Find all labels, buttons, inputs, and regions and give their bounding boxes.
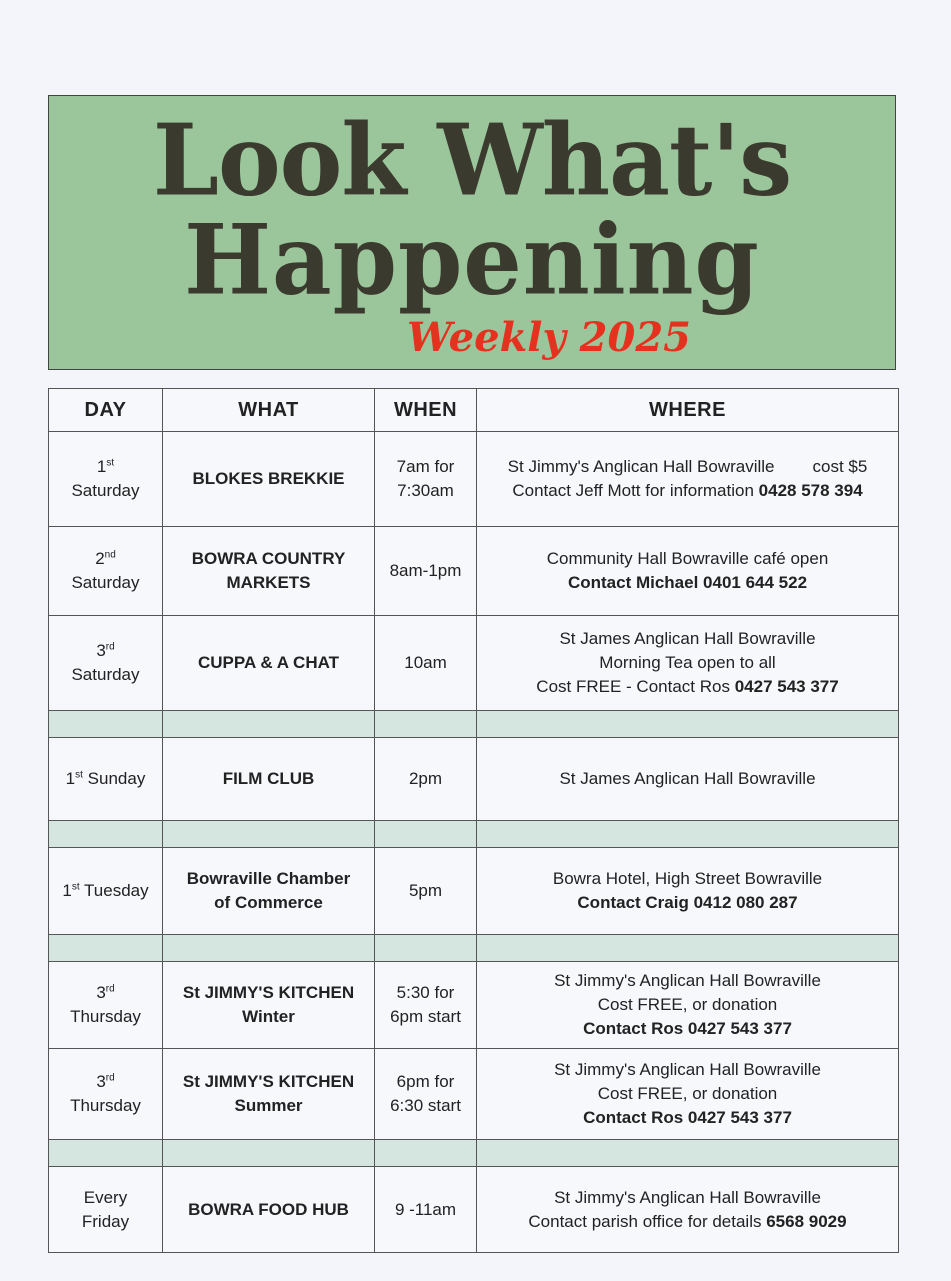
day-suffix: rd [105,641,115,653]
where-cell [477,432,899,527]
table-row [49,1167,899,1253]
where-line: Cost FREE, or donation [597,995,778,1014]
phone-number: 0428 578 394 [758,481,863,500]
day-cell [49,616,163,711]
spacer-row [49,935,899,962]
day-name: Sunday [87,769,146,788]
spacer-cell [375,1140,477,1167]
day-suffix: st [71,881,80,893]
day-name: Thursday [70,1007,141,1026]
what-line: St JIMMY'S KITCHEN [182,983,355,1002]
header-day: DAY [49,389,163,432]
day-name: Thursday [70,1096,141,1115]
day-cell [49,848,163,935]
what-cell: BOWRA FOOD HUB [163,1167,375,1253]
day-ordinal: 1 [96,457,107,476]
spacer-row [49,711,899,738]
where-line: Contact Jeff Mott for information [512,481,754,500]
day-ordinal: 1 [62,881,72,900]
table-row [49,962,899,1049]
header-when: WHEN [375,389,477,432]
day-cell [49,527,163,616]
what-cell: CUPPA & A CHAT [163,616,375,711]
when-line: 7:30am [397,481,454,500]
spacer-cell [49,711,163,738]
header-row [49,389,899,432]
where-cell [477,527,899,616]
when-cell: 9 -11am [375,1167,477,1253]
contact-line: Contact Michael 0401 644 522 [567,573,808,592]
banner-subtitle: Weekly 2025 [407,314,691,361]
when-cell: 10am [375,616,477,711]
spacer-row [49,1140,899,1167]
contact-line: Contact Ros 0427 543 377 [583,1108,792,1127]
what-cell [163,848,375,935]
spacer-cell [163,935,375,962]
banner-title-line-1: Look What's [152,103,792,219]
header-what: WHAT [163,389,375,432]
what-line: MARKETS [226,573,311,592]
what-cell [163,1049,375,1140]
phone-number: 6568 9029 [766,1211,847,1231]
where-cell [477,1167,899,1253]
table-row [49,1049,899,1140]
when-line: 6:30 start [390,1096,461,1115]
what-cell [163,527,375,616]
when-cell [375,962,477,1049]
day-ordinal: 1 [65,769,76,788]
table-row [49,527,899,616]
spacer-cell [49,935,163,962]
day-name: Saturday [71,573,140,592]
where-line: St Jimmy's Anglican Hall Bowraville [554,971,821,990]
spacer-cell [375,711,477,738]
day-cell [49,1167,163,1253]
what-line: BOWRA COUNTRY [191,549,346,568]
spacer-cell [49,821,163,848]
where-line: St Jimmy's Anglican Hall Bowraville [554,1187,821,1207]
day-suffix: rd [105,983,115,995]
where-line: St Jimmy's Anglican Hall Bowraville [554,1060,821,1079]
where-line: St Jimmy's Anglican Hall Bowraville [507,457,775,476]
spacer-cell [477,821,899,848]
day-ordinal: 3 [96,983,106,1002]
what-cell: FILM CLUB [163,738,375,821]
when-cell: 8am-1pm [375,527,477,616]
day-name: Saturday [71,481,140,500]
spacer-cell [375,935,477,962]
table-row [49,848,899,935]
what-line: St JIMMY'S KITCHEN [182,1072,355,1091]
spacer-cell [49,1140,163,1167]
phone-number: 0427 543 377 [734,677,839,696]
day-name: Saturday [71,665,140,684]
where-line: Cost FREE, or donation [597,1084,778,1103]
where-line: Bowra Hotel, High Street Bowraville [552,869,823,888]
when-cell: 5pm [375,848,477,935]
banner-title-line-2: Happening [184,203,760,317]
when-line: 6pm for [396,1072,455,1091]
day-suffix: st [75,769,83,781]
when-cell [375,432,477,527]
where-line: Contact parish office for details [528,1211,762,1231]
where-line: Community Hall Bowraville café open [546,549,829,568]
day-cell [49,738,163,821]
cost-text: cost $5 [812,457,868,476]
day-ordinal: 3 [96,641,106,660]
day-cell [49,1049,163,1140]
where-cell [477,962,899,1049]
spacer-cell [375,821,477,848]
when-line: 7am for [396,457,455,476]
what-line: of Commerce [214,893,323,912]
where-line: Cost FREE - Contact Ros [536,677,730,696]
spacer-cell [163,711,375,738]
spacer-cell [477,711,899,738]
day-line: Friday [81,1211,130,1231]
day-cell [49,432,163,527]
header-where: WHERE [477,389,899,432]
table-row [49,616,899,711]
day-suffix: nd [104,549,116,561]
spacer-row [49,821,899,848]
when-line: 5:30 for [396,983,455,1002]
where-line: St James Anglican Hall Bowraville [559,629,816,648]
contact-line: Contact Craig 0412 080 287 [577,893,798,912]
day-name: Tuesday [84,881,149,900]
where-cell: St James Anglican Hall Bowraville [477,738,899,821]
when-cell: 2pm [375,738,477,821]
schedule-table [48,388,899,1253]
title-banner [48,95,896,370]
when-cell [375,1049,477,1140]
when-line: 6pm start [390,1007,461,1026]
day-suffix: rd [105,1072,115,1084]
where-line: Morning Tea open to all [599,653,776,672]
what-cell: BLOKES BREKKIE [163,432,375,527]
what-cell [163,962,375,1049]
spacer-cell [477,935,899,962]
spacer-cell [477,1140,899,1167]
contact-line: Contact Ros 0427 543 377 [583,1019,792,1038]
day-ordinal: 2 [95,549,105,568]
spacer-cell [163,1140,375,1167]
where-cell [477,1049,899,1140]
what-line: Bowraville Chamber [186,869,351,888]
day-cell [49,962,163,1049]
where-cell [477,616,899,711]
what-line: Winter [242,1007,295,1026]
table-row [49,432,899,527]
where-cell [477,848,899,935]
day-suffix: st [106,457,115,469]
table-row [49,738,899,821]
spacer-cell [163,821,375,848]
day-line: Every [83,1187,128,1207]
what-line: Summer [234,1096,303,1115]
day-ordinal: 3 [96,1072,106,1091]
